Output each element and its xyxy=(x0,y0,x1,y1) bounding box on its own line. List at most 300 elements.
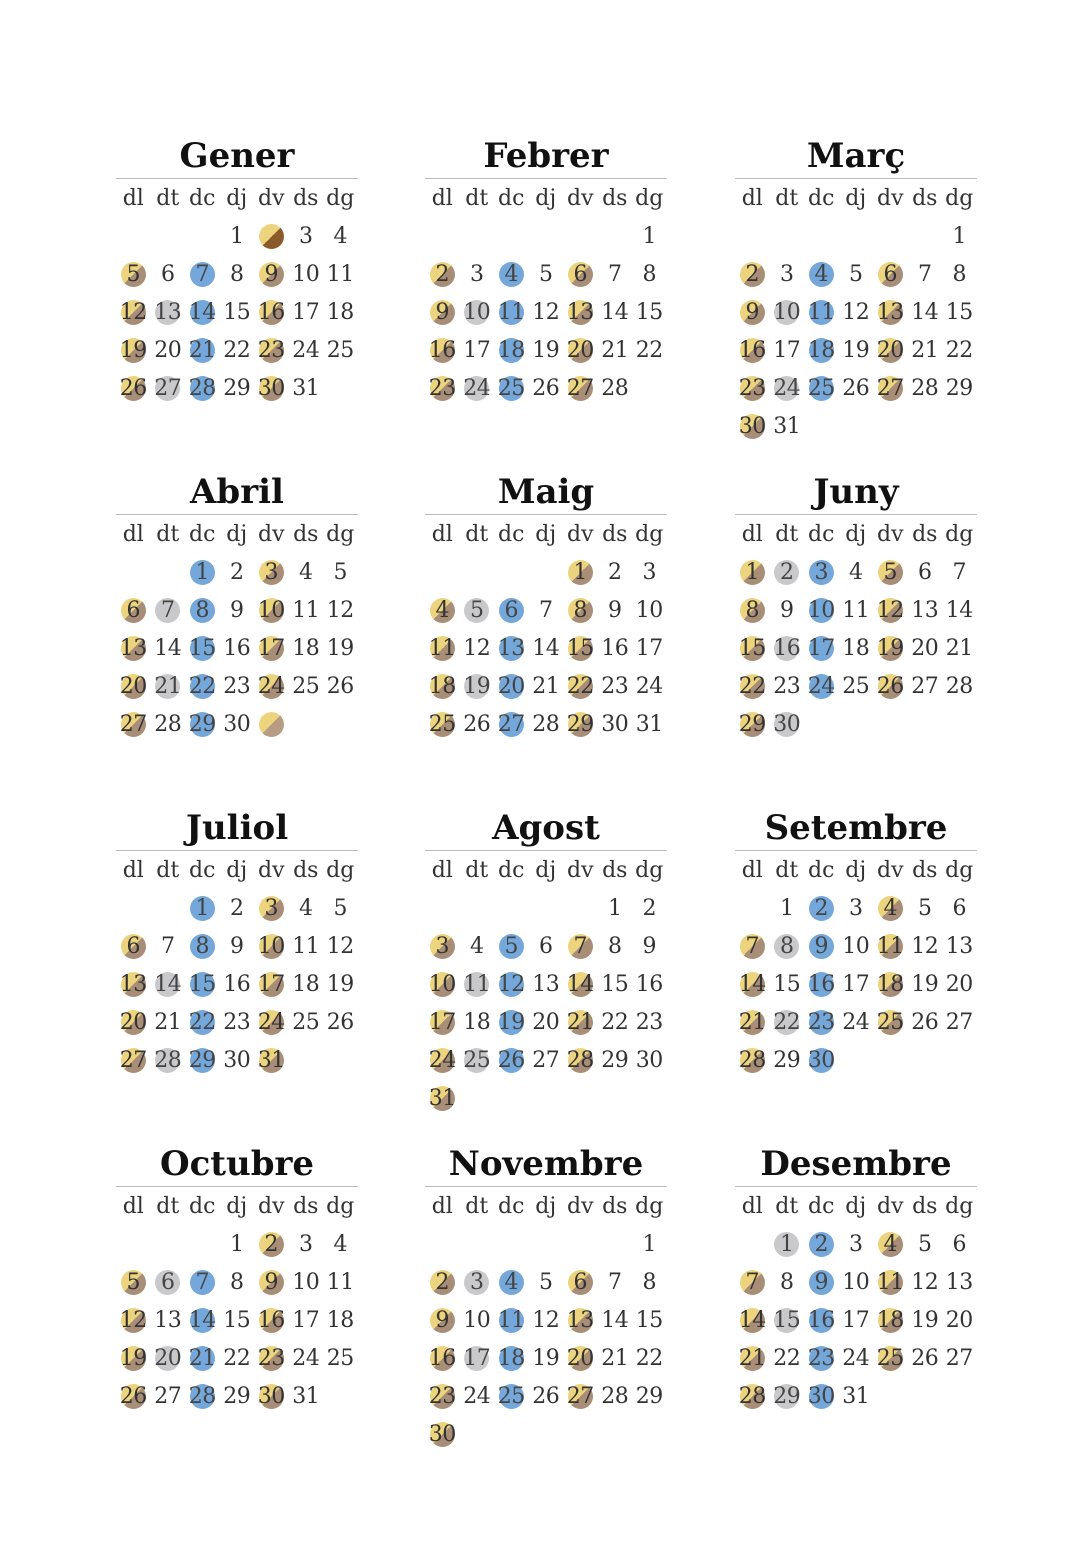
month-grid xyxy=(116,181,358,407)
day-number: 24 xyxy=(842,1345,870,1371)
day-number: 20 xyxy=(119,1009,147,1035)
day-number: 2 xyxy=(608,559,622,585)
day-cell xyxy=(116,369,151,407)
day-cell xyxy=(563,1377,598,1415)
day-cell xyxy=(460,889,495,927)
day-cell xyxy=(942,1003,977,1041)
day-number: 12 xyxy=(532,299,560,325)
day-cell xyxy=(873,667,908,705)
weekday-header: dt xyxy=(156,186,180,211)
day-cell xyxy=(908,407,943,445)
day-cell xyxy=(839,965,874,1003)
day-number: 22 xyxy=(773,1009,801,1035)
weekday-header: dl xyxy=(741,858,763,883)
day-number: 24 xyxy=(292,337,320,363)
day-cell xyxy=(839,1339,874,1377)
day-cell xyxy=(804,1263,839,1301)
day-number: 4 xyxy=(883,895,897,921)
day-number: 15 xyxy=(188,971,216,997)
day-number: 6 xyxy=(161,261,175,287)
day-cell xyxy=(908,965,943,1003)
weekday-header: ds xyxy=(912,858,938,883)
day-cell xyxy=(942,1041,977,1079)
day-cell xyxy=(839,293,874,331)
day-cell xyxy=(598,889,633,927)
day-number: 6 xyxy=(161,1269,175,1295)
day-number: 18 xyxy=(292,971,320,997)
weekday-header: ds xyxy=(602,522,628,547)
day-cell xyxy=(425,591,460,629)
day-cell xyxy=(598,331,633,369)
day-cell xyxy=(425,1415,460,1453)
day-cell xyxy=(185,331,220,369)
day-number: 7 xyxy=(745,1269,759,1295)
day-number: 15 xyxy=(773,971,801,997)
day-cell xyxy=(185,667,220,705)
day-cell xyxy=(494,705,529,743)
day-cell xyxy=(873,217,908,255)
day-cell xyxy=(908,255,943,293)
weekday-header: dj xyxy=(845,186,867,211)
day-number: 30 xyxy=(807,1383,835,1409)
day-cell xyxy=(908,705,943,743)
day-number: 9 xyxy=(230,597,244,623)
day-cell xyxy=(873,705,908,743)
day-cell xyxy=(804,407,839,445)
day-cell xyxy=(735,331,770,369)
day-cell xyxy=(908,1377,943,1415)
day-cell xyxy=(494,1041,529,1079)
day-number: 16 xyxy=(428,1345,456,1371)
day-cell xyxy=(425,553,460,591)
day-cell xyxy=(323,1301,358,1339)
day-cell xyxy=(289,889,324,927)
day-number: 13 xyxy=(945,1269,973,1295)
day-cell xyxy=(598,217,633,255)
day-number: 15 xyxy=(223,299,251,325)
month-grid xyxy=(425,181,667,407)
day-number: 13 xyxy=(154,1307,182,1333)
day-number: 23 xyxy=(773,673,801,699)
day-number: 26 xyxy=(876,673,904,699)
day-cell xyxy=(563,591,598,629)
day-cell xyxy=(289,591,324,629)
day-cell xyxy=(529,1339,564,1377)
day-cell xyxy=(598,1263,633,1301)
weekday-header: dt xyxy=(465,1194,489,1219)
day-cell xyxy=(908,667,943,705)
day-cell xyxy=(839,1301,874,1339)
day-number: 3 xyxy=(470,261,484,287)
month-title: Agost xyxy=(425,806,667,851)
day-cell xyxy=(839,1263,874,1301)
weekday-header: dc xyxy=(808,186,835,211)
day-number: 31 xyxy=(428,1085,456,1111)
day-cell xyxy=(839,1225,874,1263)
day-number: 4 xyxy=(470,933,484,959)
weekday-header: dj xyxy=(535,858,557,883)
weekday-header: dg xyxy=(945,1194,974,1219)
day-number: 6 xyxy=(573,261,587,287)
day-number: 19 xyxy=(532,1345,560,1371)
day-cell xyxy=(873,629,908,667)
day-number: 21 xyxy=(911,337,939,363)
day-number: 9 xyxy=(814,1269,828,1295)
month-title: Juliol xyxy=(116,806,358,851)
day-number: 24 xyxy=(257,673,285,699)
day-number: 18 xyxy=(497,1345,525,1371)
day-cell xyxy=(563,553,598,591)
day-number: 11 xyxy=(842,597,870,623)
day-number: 24 xyxy=(842,1009,870,1035)
day-number: 11 xyxy=(497,1307,525,1333)
day-cell xyxy=(494,255,529,293)
day-number: 13 xyxy=(532,971,560,997)
day-number: 16 xyxy=(223,635,251,661)
day-number: 5 xyxy=(333,895,347,921)
day-cell xyxy=(185,591,220,629)
day-cell xyxy=(460,705,495,743)
weekday-header: dg xyxy=(326,1194,355,1219)
day-cell xyxy=(839,1003,874,1041)
moon-phase-marker xyxy=(259,224,284,249)
day-number: 22 xyxy=(223,1345,251,1371)
day-cell xyxy=(323,629,358,667)
day-number: 29 xyxy=(601,1047,629,1073)
day-cell xyxy=(735,217,770,255)
day-cell xyxy=(494,889,529,927)
day-cell xyxy=(323,1263,358,1301)
day-number: 7 xyxy=(745,933,759,959)
day-number: 28 xyxy=(532,711,560,737)
day-number: 31 xyxy=(842,1383,870,1409)
day-number: 5 xyxy=(333,559,347,585)
day-cell xyxy=(563,629,598,667)
day-cell xyxy=(632,927,667,965)
day-cell xyxy=(460,553,495,591)
day-number: 18 xyxy=(876,1307,904,1333)
day-cell xyxy=(563,1263,598,1301)
day-cell xyxy=(220,217,255,255)
day-cell xyxy=(804,331,839,369)
day-cell xyxy=(116,1263,151,1301)
month-grid xyxy=(116,853,358,1079)
day-cell xyxy=(151,293,186,331)
weekday-header: dg xyxy=(945,858,974,883)
day-cell xyxy=(804,1041,839,1079)
weekday-header: dg xyxy=(326,186,355,211)
day-cell xyxy=(735,255,770,293)
day-cell xyxy=(563,965,598,1003)
day-number: 17 xyxy=(463,337,491,363)
day-number: 16 xyxy=(773,635,801,661)
day-number: 22 xyxy=(635,1345,663,1371)
day-number: 26 xyxy=(911,1345,939,1371)
day-cell xyxy=(735,1339,770,1377)
day-cell xyxy=(151,331,186,369)
month-juny xyxy=(735,470,977,743)
day-number: 25 xyxy=(463,1047,491,1073)
day-cell xyxy=(116,255,151,293)
day-cell xyxy=(529,705,564,743)
day-cell xyxy=(116,1339,151,1377)
day-number: 16 xyxy=(257,1307,285,1333)
day-cell xyxy=(185,553,220,591)
day-number: 23 xyxy=(601,673,629,699)
day-number: 16 xyxy=(807,1307,835,1333)
day-number: 6 xyxy=(952,895,966,921)
day-cell xyxy=(529,1079,564,1117)
day-cell xyxy=(254,889,289,927)
day-cell xyxy=(632,889,667,927)
day-number: 28 xyxy=(738,1383,766,1409)
weekday-header: dj xyxy=(226,1194,248,1219)
day-number: 2 xyxy=(264,1231,278,1257)
day-number: 4 xyxy=(435,597,449,623)
day-number: 4 xyxy=(814,261,828,287)
day-cell xyxy=(116,1377,151,1415)
day-cell xyxy=(598,629,633,667)
day-cell xyxy=(804,705,839,743)
day-cell xyxy=(632,1041,667,1079)
moon-phase-marker xyxy=(259,712,284,737)
day-number: 28 xyxy=(601,1383,629,1409)
day-cell xyxy=(735,1301,770,1339)
day-cell xyxy=(942,1301,977,1339)
day-number: 3 xyxy=(264,559,278,585)
day-number: 7 xyxy=(539,597,553,623)
day-number: 22 xyxy=(188,1009,216,1035)
day-cell xyxy=(323,927,358,965)
day-cell xyxy=(323,1339,358,1377)
day-cell xyxy=(151,667,186,705)
day-cell xyxy=(632,1263,667,1301)
day-number: 14 xyxy=(188,1307,216,1333)
day-cell xyxy=(494,553,529,591)
day-number: 22 xyxy=(601,1009,629,1035)
month-grid xyxy=(735,1189,977,1415)
day-number: 23 xyxy=(635,1009,663,1035)
day-number: 19 xyxy=(911,1307,939,1333)
month-febrer xyxy=(425,134,667,407)
day-number: 6 xyxy=(952,1231,966,1257)
day-cell xyxy=(804,1377,839,1415)
day-number: 26 xyxy=(842,375,870,401)
day-cell xyxy=(942,1377,977,1415)
day-number: 20 xyxy=(876,337,904,363)
day-cell xyxy=(770,1225,805,1263)
day-number: 1 xyxy=(745,559,759,585)
day-number: 21 xyxy=(188,1345,216,1371)
weekday-header: ds xyxy=(293,522,319,547)
day-cell xyxy=(289,667,324,705)
day-cell xyxy=(494,293,529,331)
weekday-header: dj xyxy=(226,858,248,883)
month-març xyxy=(735,134,977,445)
day-number: 21 xyxy=(738,1009,766,1035)
day-number: 28 xyxy=(911,375,939,401)
day-cell xyxy=(839,705,874,743)
day-number: 3 xyxy=(435,933,449,959)
day-number: 8 xyxy=(230,1269,244,1295)
weekday-header: dl xyxy=(431,186,453,211)
day-cell xyxy=(632,331,667,369)
day-cell xyxy=(116,553,151,591)
day-cell xyxy=(151,1263,186,1301)
month-octubre xyxy=(116,1142,358,1415)
day-cell xyxy=(323,331,358,369)
day-cell xyxy=(908,591,943,629)
month-grid xyxy=(735,181,977,445)
month-gener xyxy=(116,134,358,407)
day-cell xyxy=(804,965,839,1003)
weekday-header: dj xyxy=(845,1194,867,1219)
weekday-header: ds xyxy=(293,1194,319,1219)
day-cell xyxy=(220,1301,255,1339)
day-cell xyxy=(460,667,495,705)
day-number: 19 xyxy=(326,635,354,661)
month-title: Febrer xyxy=(425,134,667,179)
day-number: 28 xyxy=(601,375,629,401)
day-cell xyxy=(116,293,151,331)
day-number: 18 xyxy=(876,971,904,997)
day-cell xyxy=(908,629,943,667)
day-number: 14 xyxy=(601,299,629,325)
day-number: 7 xyxy=(195,1269,209,1295)
day-cell xyxy=(220,591,255,629)
month-grid xyxy=(735,517,977,743)
day-number: 10 xyxy=(807,597,835,623)
day-cell xyxy=(735,629,770,667)
day-number: 17 xyxy=(463,1345,491,1371)
day-number: 4 xyxy=(504,1269,518,1295)
day-number: 9 xyxy=(745,299,759,325)
day-number: 5 xyxy=(126,261,140,287)
weekday-header: dv xyxy=(566,1194,594,1219)
day-number: 1 xyxy=(780,895,794,921)
day-cell xyxy=(804,553,839,591)
day-cell xyxy=(839,331,874,369)
day-number: 3 xyxy=(814,559,828,585)
day-cell xyxy=(151,369,186,407)
day-number: 14 xyxy=(188,299,216,325)
day-number: 20 xyxy=(154,1345,182,1371)
day-cell xyxy=(942,369,977,407)
day-cell xyxy=(908,331,943,369)
day-cell xyxy=(770,255,805,293)
day-number: 31 xyxy=(292,375,320,401)
day-cell xyxy=(735,705,770,743)
day-cell xyxy=(908,927,943,965)
day-cell xyxy=(151,927,186,965)
day-number: 15 xyxy=(566,635,594,661)
day-cell xyxy=(942,293,977,331)
day-cell xyxy=(220,1225,255,1263)
day-number: 26 xyxy=(326,673,354,699)
day-number: 19 xyxy=(876,635,904,661)
day-cell xyxy=(804,591,839,629)
day-number: 31 xyxy=(292,1383,320,1409)
day-number: 20 xyxy=(945,971,973,997)
day-cell xyxy=(942,889,977,927)
day-cell xyxy=(563,255,598,293)
day-cell xyxy=(873,889,908,927)
day-number: 21 xyxy=(188,337,216,363)
day-number: 7 xyxy=(161,933,175,959)
day-number: 30 xyxy=(223,1047,251,1073)
day-cell xyxy=(908,1263,943,1301)
day-number: 9 xyxy=(435,299,449,325)
day-number: 5 xyxy=(126,1269,140,1295)
month-title: Març xyxy=(735,134,977,179)
month-title: Abril xyxy=(116,470,358,515)
weekday-header: dg xyxy=(326,522,355,547)
day-number: 12 xyxy=(911,933,939,959)
day-number: 4 xyxy=(333,223,347,249)
day-cell xyxy=(116,927,151,965)
day-cell xyxy=(942,553,977,591)
day-number: 24 xyxy=(807,673,835,699)
day-cell xyxy=(220,293,255,331)
day-cell xyxy=(770,1301,805,1339)
day-cell xyxy=(425,1377,460,1415)
day-cell xyxy=(770,965,805,1003)
day-cell xyxy=(254,553,289,591)
day-number: 22 xyxy=(945,337,973,363)
day-number: 6 xyxy=(573,1269,587,1295)
day-cell xyxy=(151,1225,186,1263)
day-number: 10 xyxy=(292,1269,320,1295)
day-number: 19 xyxy=(463,673,491,699)
day-cell xyxy=(460,255,495,293)
day-number: 29 xyxy=(223,1383,251,1409)
day-cell xyxy=(323,889,358,927)
day-number: 3 xyxy=(264,895,278,921)
day-cell xyxy=(598,1377,633,1415)
day-number: 27 xyxy=(119,711,147,737)
day-cell xyxy=(494,369,529,407)
day-number: 23 xyxy=(223,673,251,699)
day-cell xyxy=(220,553,255,591)
day-cell xyxy=(735,1263,770,1301)
day-number: 5 xyxy=(918,1231,932,1257)
day-cell xyxy=(425,927,460,965)
day-cell xyxy=(151,1041,186,1079)
day-number: 29 xyxy=(188,1047,216,1073)
day-cell xyxy=(563,1079,598,1117)
day-number: 20 xyxy=(911,635,939,661)
day-cell xyxy=(804,629,839,667)
weekday-header: dv xyxy=(566,186,594,211)
month-title: Setembre xyxy=(735,806,977,851)
day-cell xyxy=(460,927,495,965)
month-title: Maig xyxy=(425,470,667,515)
weekday-header: dg xyxy=(326,858,355,883)
day-cell xyxy=(908,889,943,927)
day-cell xyxy=(839,889,874,927)
day-cell xyxy=(839,407,874,445)
day-cell xyxy=(563,1041,598,1079)
day-number: 19 xyxy=(326,971,354,997)
day-number: 10 xyxy=(257,933,285,959)
weekday-header: dv xyxy=(257,522,285,547)
day-cell xyxy=(632,1339,667,1377)
weekday-header: dv xyxy=(257,858,285,883)
day-number: 11 xyxy=(876,1269,904,1295)
day-cell xyxy=(942,407,977,445)
day-cell xyxy=(494,927,529,965)
day-cell xyxy=(598,1339,633,1377)
